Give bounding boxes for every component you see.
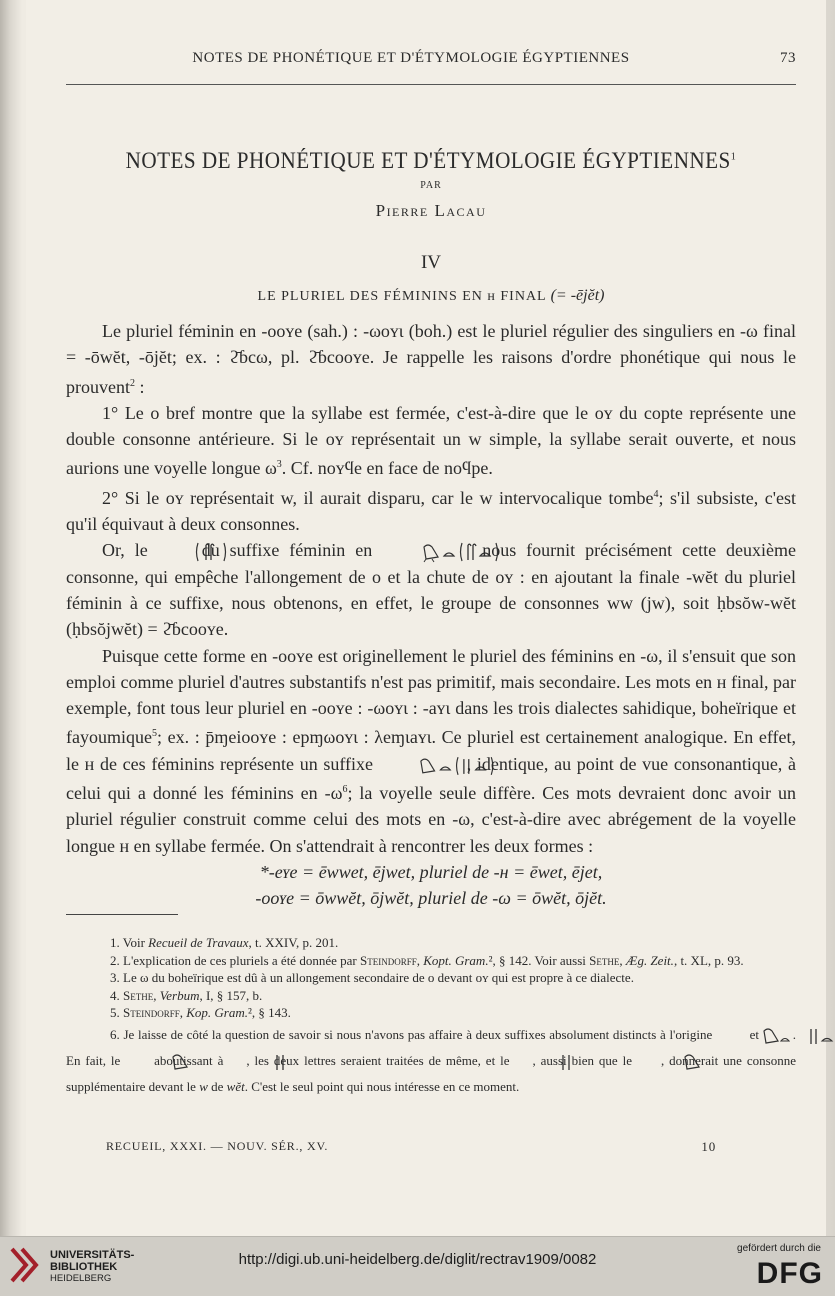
formula-line-2: -ooʏe = ōwwĕt, ōjwĕt, pluriel de -ω = ōwĕt, ōjĕt. xyxy=(255,888,607,909)
footnote-ref-6: 6 xyxy=(342,784,348,796)
fn2-h: Æg. Zeit. xyxy=(625,952,674,968)
fn6-h: w xyxy=(199,1078,208,1094)
fn2-e: ², § 142. Voir aussi xyxy=(488,952,590,968)
library-name-line3: HEIDELBERG xyxy=(50,1273,112,1284)
section-heading-text: LE PLURIEL DES FÉMININS EN н FINAL xyxy=(257,289,547,304)
section-heading xyxy=(66,287,796,305)
by-line: PAR xyxy=(420,180,442,191)
fn6-e: , les deux lettres seraient traitées de même, et le xyxy=(246,1052,515,1068)
footnote-rule xyxy=(66,914,178,915)
p1-tail: : xyxy=(134,376,145,397)
footnote-ref-5: 5 xyxy=(151,728,157,740)
fn6-a: 6. Je laisse de côté la question de savoir si nous n'avons pas affaire à deux suffixes absolument distincts à l'origine xyxy=(110,1026,716,1042)
article-body xyxy=(66,318,796,912)
article-title xyxy=(95,148,767,174)
page-footer xyxy=(66,1139,796,1159)
funded-by-label: gefördert durch die xyxy=(737,1243,821,1254)
p5-text-d: ; la voyelle seule diffère. Ces mots devraient donc avoir un pluriel régulier construit comme celui des mots en -ω, c'est-à-dire avec abrégement de la voyelle longue н en syllabe fermée. On s'attendrait à rencontrer les deux formes : xyxy=(66,783,796,856)
hieroglyph-bird-icon-2 xyxy=(125,1051,149,1073)
footnote-2 xyxy=(66,952,796,970)
paragraph-2 xyxy=(66,400,796,482)
p1-text: Le pluriel féminin en -ooʏe (sah.) : -ωoʏι (boh.) est le pluriel régulier des singuliers en -ω final = -ōwĕt, -ōjĕt; ex. : ϩ̄ɓcω, pl. ϩ̄ɓcooʏe. Je rappelle les raisons d'ordre phonétique qui nous le prouvent xyxy=(66,321,796,397)
fn1-b: Recueil de Travaux xyxy=(148,935,249,950)
paragraph-4 xyxy=(66,537,796,642)
fn4-a: 4. xyxy=(110,987,123,1003)
p5-text-a: Puisque cette forme en -ooʏe est originellement le pluriel des féminins en -ω, il s'ensuit que son emploi comme pluriel d'autres substantifs n'est pas primitif, mais secondaire. Les mots en н final, par exemple, font tous leur pluriel en -ooʏe : -ωoʏι : -aʏι dans les trois dialectes sahidique, boheïrique et fayoumique xyxy=(66,645,796,748)
fn6-i: de xyxy=(207,1078,227,1094)
article-title-text: NOTES DE PHONÉTIQUE ET D'ÉTYMOLOGIE ÉGYPTIENNES xyxy=(125,148,731,173)
viewer-footer-bar xyxy=(0,1236,835,1296)
p4-text-a: Or, le xyxy=(102,540,158,561)
hieroglyph-bird-icon xyxy=(716,1025,746,1047)
fn4-e: , I, § 157, b. xyxy=(199,987,263,1003)
paragraph-5 xyxy=(66,643,796,859)
fn2-a: 2. L'explication de ces pluriels a été donnée par xyxy=(110,952,360,968)
library-name-line1: UNIVERSITÄTS- xyxy=(50,1249,135,1261)
p5-text-b: ; ex. : p̄ɱeiooʏe : epɱωoʏι : λeɱιaʏι. Ce pluriel est certainement analogique. En effet, le н de ces féminins représente un suffixe xyxy=(66,727,796,774)
fn2-i: , t. XL, p. 93. xyxy=(673,952,744,968)
fn5-e: ², § 143. xyxy=(248,1005,291,1020)
page-number: 73 xyxy=(780,50,796,66)
fn6-b: et xyxy=(745,1026,763,1042)
fn6-k: . C'est le seul point qui nous intéresse en ce moment. xyxy=(244,1078,520,1094)
permalink-url[interactable]: http://digi.ub.uni-heidelberg.de/diglit/rectrav1909/0082 xyxy=(238,1251,597,1268)
p3-text: 2° Si le oʏ représentait w, il aurait disparu, car le w intervocalique tombe xyxy=(102,487,654,508)
fn6-j: wĕt xyxy=(226,1078,245,1094)
library-name-line2: BIBLIOTHEK xyxy=(50,1261,118,1273)
p2-text: 1° Le o bref montre que la syllabe est fermée, c'est-à-dire que le oʏ du copte représente une double consonne antérieure. Si le oʏ représentait un w simple, la syllabe serait ouverte, et nous aurions une voyelle longue ω xyxy=(66,402,796,479)
document-page xyxy=(26,0,826,1236)
journal-reference: RECUEIL, XXXI. — NOUV. SÉR., XV. xyxy=(106,1139,329,1153)
fn4-c: , xyxy=(153,987,160,1003)
p5-text-c: , identique, au point de vue consonantique, à celui qui a donné les féminins en -ω xyxy=(66,753,796,804)
section-heading-formula: (= -ējĕt) xyxy=(550,287,605,304)
title-footnote-ref: 1 xyxy=(730,150,737,163)
hieroglyph-reeds-icon-2 xyxy=(763,1025,793,1047)
fn2-f: Sethe xyxy=(589,952,620,968)
paragraph-3 xyxy=(66,482,796,538)
fn1-a: 1. Voir xyxy=(110,935,149,950)
signature-number: 10 xyxy=(701,1139,716,1154)
p4-text-c: nous fournit précisément cette deuxième consonne, qui empêche l'allongement de o et la chute de oʏ : en ajoutant la finale -wĕt du pluriel féminin à ce suffixe, nous obtenons, en effet, le groupe de consonnes ww (jw), soit ḥbsŏw-wĕt (ḥbsŏjwĕt) = ϩ̄ɓcooʏe. xyxy=(66,540,796,640)
hieroglyph-suffix-icon xyxy=(382,541,472,563)
header-rule xyxy=(66,84,796,85)
fn5-a: 5. xyxy=(110,1005,123,1020)
fn6-f: , aussi bien que le xyxy=(532,1052,637,1068)
running-header-title: NOTES DE PHONÉTIQUE ET D'ÉTYMOLOGIE ÉGYPTIENNES xyxy=(192,50,630,66)
paragraph-1 xyxy=(66,318,796,400)
footnote-4 xyxy=(66,987,796,1005)
hieroglyph-reeds-icon-3 xyxy=(228,1051,246,1073)
p3-tail: ; s'il subsiste, c'est qu'il équivaut à deux consonnes. xyxy=(66,487,797,535)
footnote-3: 3. Le ω du boheïrique est dû à un allongement secondaire de o devant oʏ qui est propre à ce dialecte. xyxy=(110,970,634,985)
fn2-d: Kopt. Gram. xyxy=(423,952,489,968)
dfg-logo: DFG xyxy=(756,1257,823,1290)
p2-tail: . Cf. noʏϥe en face de noϥpe. xyxy=(281,458,493,479)
fn2-g: , xyxy=(619,952,626,968)
fn6-d: aboutissant à xyxy=(149,1052,229,1068)
footnote-ref-4: 4 xyxy=(653,488,659,500)
formula-line-1: *-eʏe = ēwwet, ējwet, pluriel de -н = ēwet, ējet, xyxy=(259,861,603,882)
footnote-ref-2: 2 xyxy=(129,377,135,389)
hieroglyph-suffix-icon-2 xyxy=(379,755,467,777)
p4-text-b: du suffixe féminin en xyxy=(191,540,383,561)
fn6-c: . En fait, le xyxy=(66,1026,796,1068)
fn5-c: , xyxy=(179,1005,187,1020)
fn4-b: Sethe xyxy=(123,987,154,1003)
footnote-5 xyxy=(66,1004,796,1022)
fn5-b: Steindorff xyxy=(123,1005,180,1020)
hieroglyph-reeds-icon xyxy=(158,541,192,563)
hieroglyph-bird-icon-3 xyxy=(637,1051,661,1073)
fn1-c: , t. XXIV, p. 201. xyxy=(248,935,339,950)
section-number: IV xyxy=(420,252,442,273)
hieroglyph-reeds-icon-4 xyxy=(514,1051,532,1073)
fn2-b: Steindorff xyxy=(359,952,417,968)
footnote-6 xyxy=(66,1022,796,1100)
author-name: Pierre Lacau xyxy=(375,201,487,220)
footnote-ref-3: 3 xyxy=(276,459,282,471)
running-header xyxy=(66,50,796,72)
fn2-c: , xyxy=(416,952,424,968)
fn4-d: Verbum xyxy=(159,987,200,1003)
fn5-d: Kop. Gram. xyxy=(186,1005,248,1020)
fn6-g: , donnerait une consonne supplémentaire devant le xyxy=(66,1052,796,1094)
footnote-1 xyxy=(66,934,796,952)
footnotes xyxy=(66,934,796,1100)
